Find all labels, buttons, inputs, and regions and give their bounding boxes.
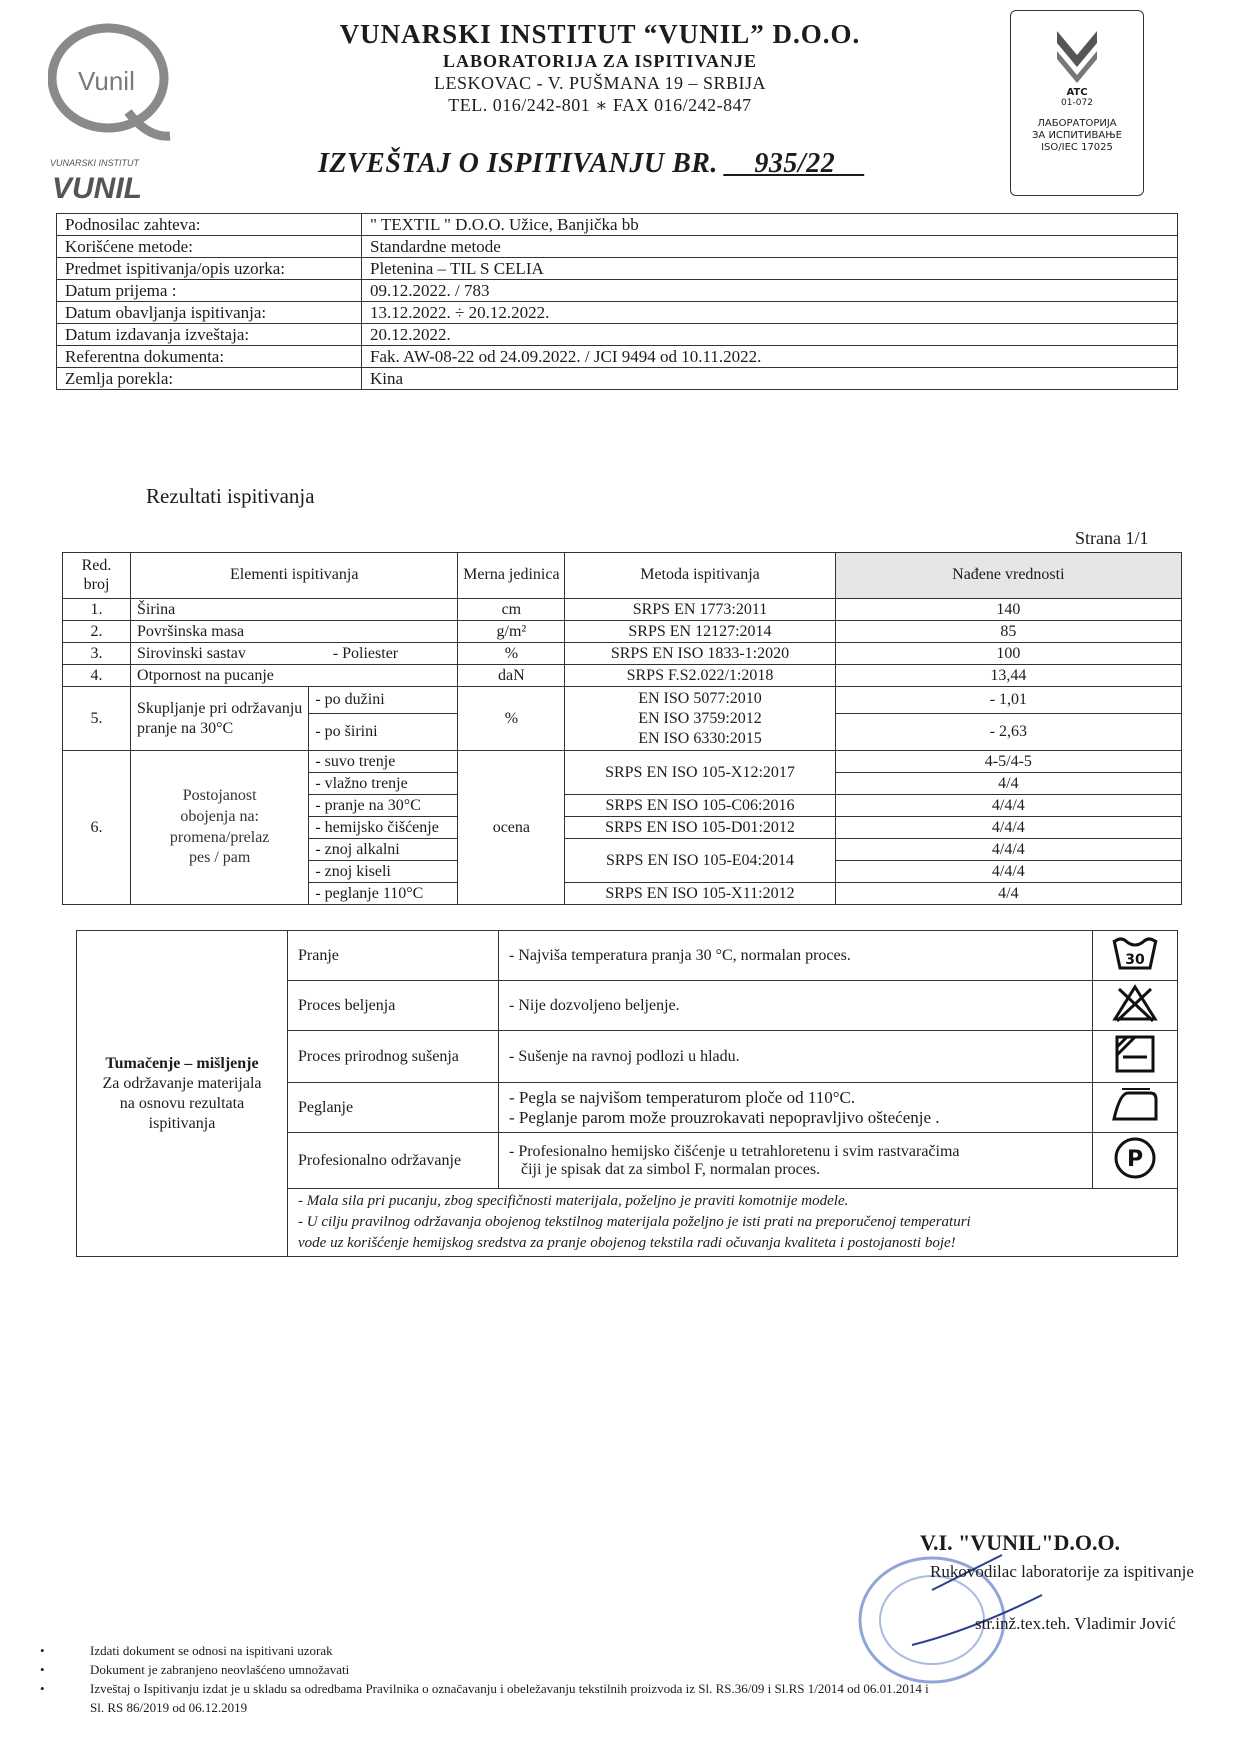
care-text-line1: - Profesionalno hemijsko čišćenje u tetrahloretenu i svim rastvaračima — [509, 1142, 960, 1160]
accreditation-badge — [1010, 10, 1144, 196]
note-line1: - Mala sila pri pucanju, zbog specifičnosti materijala, poželjno je praviti komotnije modele. — [298, 1193, 849, 1209]
info-key: Zemlja porekla: — [57, 368, 362, 390]
row-method-line3: EN ISO 6330:2015 — [638, 729, 762, 747]
row-value: - 1,01 — [835, 687, 1181, 714]
info-row — [57, 302, 1178, 324]
care-text-line1: - Nije dozvoljeno beljenje. — [509, 996, 680, 1014]
row-sub-element: - suvo trenje — [309, 751, 458, 773]
address: LESKOVAC - V. PUŠMANA 19 – SRBIJA — [433, 72, 767, 93]
table-row — [63, 665, 1182, 687]
info-key: Predmet ispitivanja/opis uzorka: — [57, 258, 362, 280]
row-method: SRPS EN 1773:2011 — [565, 599, 835, 621]
info-value: Fak. AW-08-22 od 24.09.2022. / JCI 9494 od 10.11.2022. — [362, 346, 1178, 368]
row-unit: cm — [458, 599, 565, 621]
interpretation-heading — [77, 931, 288, 1257]
row-method: SRPS EN ISO 105-X11:2012 — [565, 883, 835, 905]
row-sub-element: - znoj alkalni — [309, 839, 458, 861]
care-text — [499, 1133, 1093, 1189]
row-no: 5. — [63, 687, 131, 751]
care-label: Proces prirodnog sušenja — [288, 1031, 499, 1083]
footer-text: Sl. RS 86/2019 od 06.12.2019 — [90, 1699, 248, 1715]
row-value: 4/4 — [835, 773, 1181, 795]
contact: TEL. 016/242-801 ∗ FAX 016/242-847 — [448, 94, 752, 115]
row-element-line2: pranje na 30°C — [137, 719, 234, 737]
footer-line — [40, 1661, 1220, 1680]
care-text — [499, 931, 1093, 981]
info-value: 20.12.2022. — [362, 324, 1178, 346]
row-value: 140 — [835, 599, 1181, 621]
row-sub-element: - peglanje 110°C — [309, 883, 458, 905]
info-value: Kina — [362, 368, 1178, 390]
bullet: • — [40, 1661, 45, 1677]
row-element-line1: Skupljanje pri održavanju — [137, 700, 303, 718]
logo-caption-top: VUNARSKI INSTITUT — [50, 158, 140, 168]
info-row — [57, 324, 1178, 346]
vunil-logo — [48, 20, 178, 210]
row-sub-element: - vlažno trenje — [309, 773, 458, 795]
footer-line — [40, 1699, 1220, 1718]
interpretation-subtitle1: Za održavanje materijala — [102, 1074, 262, 1092]
col-header-value: Nađene vrednosti — [835, 553, 1181, 599]
row-method: SRPS EN ISO 105-X12:2017 — [565, 751, 835, 795]
row-method — [565, 687, 835, 751]
row-sub-element: - po širini — [309, 714, 458, 751]
row-no: 3. — [63, 643, 131, 665]
row-no: 2. — [63, 621, 131, 643]
accreditation-lab-line1: ЛАБОРАТОРИЈА — [1037, 118, 1117, 129]
row-unit: ocena — [458, 751, 565, 905]
row-element: Sirovinski sastav — [131, 643, 309, 665]
col-header-unit: Merna jedinica — [458, 553, 565, 599]
dry-clean-label: P — [1126, 1147, 1144, 1172]
row-method: SRPS EN ISO 105-C06:2016 — [565, 795, 835, 817]
atc-mark-icon — [1052, 25, 1102, 83]
info-key: Podnosilac zahteva: — [57, 214, 362, 236]
care-label: Pranje — [288, 931, 499, 981]
care-label: Proces beljenja — [288, 981, 499, 1031]
report-title — [318, 148, 864, 180]
laboratory-name: LABORATORIJA ZA ISPITIVANJE — [442, 50, 758, 71]
row-unit: daN — [458, 665, 565, 687]
row-element-line1: Postojanost — [182, 786, 257, 804]
care-label: Peglanje — [288, 1083, 499, 1133]
interp-row — [77, 931, 1178, 981]
row-no: 1. — [63, 599, 131, 621]
care-text-line2: čiji je spisak dat za simbol F, normalan proces. — [521, 1160, 821, 1178]
info-row — [57, 214, 1178, 236]
row-unit: % — [458, 687, 565, 751]
row-sub-element: - hemijsko čišćenje — [309, 817, 458, 839]
no-bleach-icon — [1093, 981, 1178, 1031]
accreditation-lab-line3: ISO/IEC 17025 — [1041, 142, 1113, 153]
row-sub-element: - po dužini — [309, 687, 458, 714]
accreditation-code: 01-072 — [1061, 98, 1093, 108]
care-text-line1: - Najviša temperatura pranja 30 °C, normalan proces. — [509, 946, 851, 964]
wash-temp-label: 30 — [1125, 952, 1145, 968]
info-key: Korišćene metode: — [57, 236, 362, 258]
col-header-method: Metoda ispitivanja — [565, 553, 835, 599]
info-value: Standardne metode — [362, 236, 1178, 258]
row-value: 4/4/4 — [835, 817, 1181, 839]
row-unit: g/m² — [458, 621, 565, 643]
info-value: Pletenina – TIL S CELIA — [362, 258, 1178, 280]
info-key: Referentna dokumenta: — [57, 346, 362, 368]
info-value: 09.12.2022. / 783 — [362, 280, 1178, 302]
interpretation-subtitle3: ispitivanja — [148, 1114, 216, 1132]
footer-text: Izdati dokument se odnosi na ispitivani uzorak — [90, 1643, 333, 1658]
signature-company: V.I. "VUNIL"D.O.O. — [920, 1530, 1121, 1555]
interpretation-table — [76, 930, 1178, 1257]
info-key: Datum obavljanja ispitivanja: — [57, 302, 362, 324]
row-method: SRPS EN 12127:2014 — [565, 621, 835, 643]
signature-role: Rukovodilac laboratorije za ispitivanje — [930, 1562, 1194, 1581]
results-title: Rezultati ispitivanja — [146, 484, 315, 508]
table-row — [63, 751, 1182, 773]
row-value: 13,44 — [835, 665, 1181, 687]
col-header-no: Red. broj — [63, 553, 131, 599]
row-method-line1: EN ISO 5077:2010 — [638, 689, 762, 707]
report-number: __935/22__ — [725, 148, 865, 179]
care-text — [499, 981, 1093, 1031]
table-row — [63, 599, 1182, 621]
info-value: " TEXTIL " D.O.O. Užice, Banjička bb — [362, 214, 1178, 236]
row-value: 4/4/4 — [835, 861, 1181, 883]
info-row — [57, 368, 1178, 390]
row-element-line3: promena/prelaz — [169, 828, 270, 846]
row-element: Otpornost na pucanje — [131, 665, 458, 687]
page-label: Strana 1/1 — [1075, 528, 1149, 548]
logo-text: Vunil — [78, 66, 135, 96]
care-text — [499, 1083, 1093, 1133]
results-header-row — [63, 553, 1182, 599]
note-line2: - U cilju pravilnog održavanja obojenog tekstilnog materijala poželjno je isti prati na preporučenoj temperaturi — [298, 1214, 971, 1230]
row-sub-element: - pranje na 30°C — [309, 795, 458, 817]
results-table — [62, 552, 1182, 905]
col-header-element: Elementi ispitivanja — [131, 553, 458, 599]
row-method: SRPS EN ISO 105-E04:2014 — [565, 839, 835, 883]
care-text-line1: - Pegla se najvišom temperaturom ploče od 110°C. — [509, 1087, 856, 1107]
row-method: SRPS EN ISO 1833-1:2020 — [565, 643, 835, 665]
row-element — [131, 687, 309, 751]
row-method-line2: EN ISO 3759:2012 — [638, 709, 762, 727]
table-row — [63, 621, 1182, 643]
row-sub-element: - Poliester — [309, 643, 458, 665]
signature-name: str.inž.tex.teh. Vladimir Jović — [975, 1614, 1176, 1633]
accreditation-label: ATC — [1066, 87, 1088, 98]
info-row — [57, 258, 1178, 280]
row-element: Površinska masa — [131, 621, 458, 643]
table-row — [63, 643, 1182, 665]
institute-name: VUNARSKI INSTITUT “VUNIL” D.O.O. — [339, 19, 861, 49]
logo-caption-main: VUNIL — [52, 172, 142, 205]
row-value: 100 — [835, 643, 1181, 665]
dry-clean-p-icon — [1093, 1133, 1178, 1189]
header-block — [250, 18, 950, 117]
info-row — [57, 236, 1178, 258]
report-info-table — [56, 213, 1178, 390]
footer-line — [40, 1642, 1220, 1661]
bullet: • — [40, 1643, 45, 1658]
row-value: 4/4 — [835, 883, 1181, 905]
bullet: • — [40, 1680, 45, 1696]
row-method: SRPS EN ISO 105-D01:2012 — [565, 817, 835, 839]
info-value: 13.12.2022. ÷ 20.12.2022. — [362, 302, 1178, 324]
row-element-line4: pes / pam — [189, 849, 251, 867]
row-value: 4-5/4-5 — [835, 751, 1181, 773]
table-row — [63, 687, 1182, 714]
info-row — [57, 280, 1178, 302]
row-element — [131, 751, 309, 905]
row-element-line2: obojenja na: — [180, 807, 259, 825]
wash-30-icon — [1093, 931, 1178, 981]
row-element: Širina — [131, 599, 458, 621]
row-value: 4/4/4 — [835, 795, 1181, 817]
accreditation-lab-line2: ЗА ИСПИТИВАЊЕ — [1032, 130, 1122, 141]
note-line3: vode uz korišćenje hemijskog sredstva za pranje obojenog tekstila radi očuvanja kvaliteta i postojanosti boje! — [298, 1235, 956, 1251]
dry-flat-shade-icon — [1093, 1031, 1178, 1083]
row-no: 6. — [63, 751, 131, 905]
iron-low-icon — [1093, 1083, 1178, 1133]
care-text-line1: - Sušenje na ravnoj podlozi u hladu. — [509, 1047, 740, 1065]
care-text-line2: - Peglanje parom može prouzrokavati nepopravljivo oštećenje . — [509, 1107, 940, 1127]
info-key: Datum izdavanja izveštaja: — [57, 324, 362, 346]
row-value: - 2,63 — [835, 714, 1181, 751]
info-row — [57, 346, 1178, 368]
footer-text: Izveštaj o Ispitivanju izdat je u skladu sa odredbama Pravilnika o označavanju i obeležavanju tekstilnih proizvoda iz Sl. RS.36/09 i Sl.RS 1/2014 od 06.01.2014 i — [90, 1680, 929, 1696]
info-key: Datum prijema : — [57, 280, 362, 302]
row-value: 4/4/4 — [835, 839, 1181, 861]
interpretation-title: Tumačenje – mišljenje — [105, 1054, 259, 1072]
interpretation-notes — [288, 1189, 1178, 1257]
footer-notes — [40, 1642, 1220, 1717]
row-value: 85 — [835, 621, 1181, 643]
footer-text: Dokument je zabranjeno neovlašćeno umnožavati — [90, 1661, 350, 1677]
report-title-label: IZVEŠTAJ O ISPITIVANJU BR. — [318, 148, 718, 179]
interpretation-subtitle2: na osnovu rezultata — [119, 1094, 245, 1112]
care-text — [499, 1031, 1093, 1083]
footer-line — [40, 1680, 1220, 1699]
row-no: 4. — [63, 665, 131, 687]
row-sub-element: - znoj kiseli — [309, 861, 458, 883]
care-label: Profesionalno održavanje — [288, 1133, 499, 1189]
row-unit: % — [458, 643, 565, 665]
row-method: SRPS F.S2.022/1:2018 — [565, 665, 835, 687]
